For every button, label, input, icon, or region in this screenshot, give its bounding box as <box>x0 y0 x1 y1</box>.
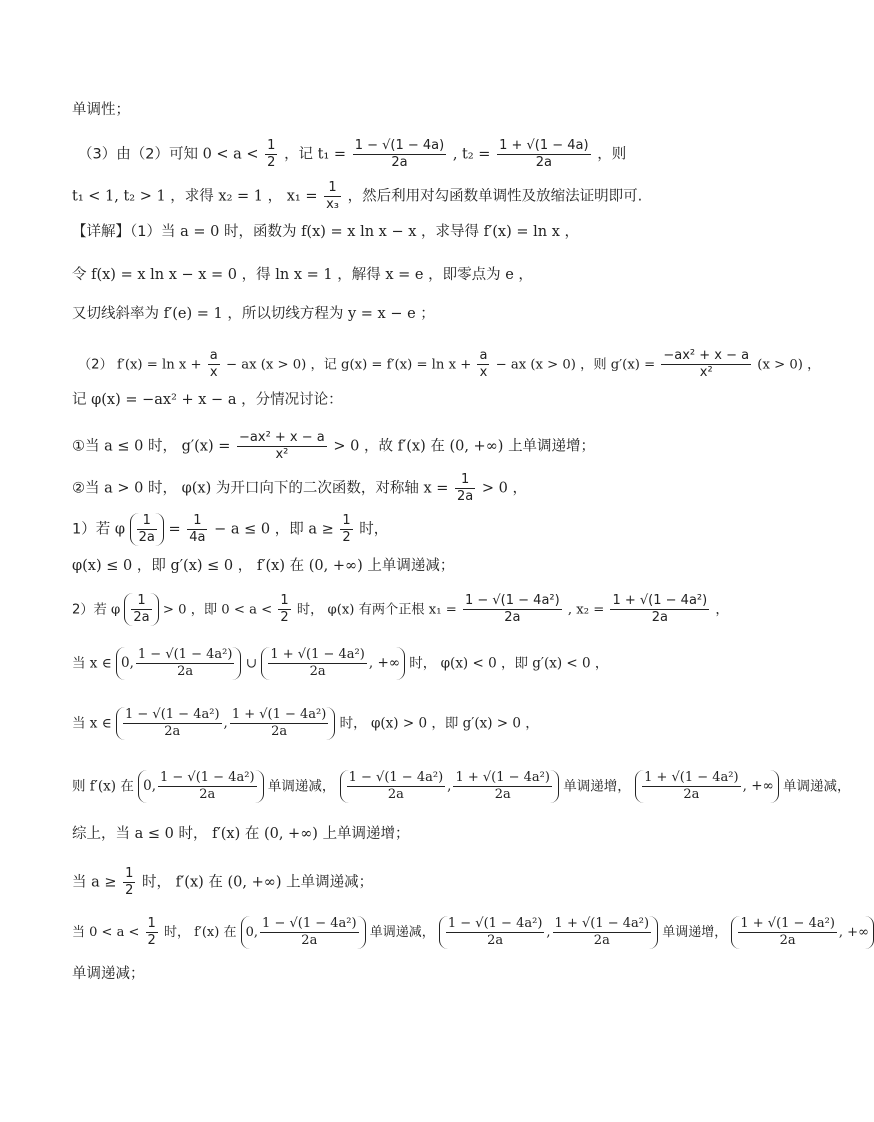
math-inline: > 0 <box>333 438 360 455</box>
numerator: 1 <box>187 513 207 530</box>
text-segment: 单调递增， <box>563 778 631 795</box>
denominator: 2a <box>487 933 504 948</box>
text-segment: 当 <box>72 715 86 732</box>
numerator: 1 + √(1 − 4a²) <box>740 916 835 931</box>
text-segment: ，得 <box>241 267 271 283</box>
text-segment: ， <box>715 602 729 618</box>
text-segment: ， <box>518 267 533 283</box>
numerator: 1 <box>455 472 475 489</box>
math-inline: x₂ = 1 <box>218 188 263 205</box>
text-line <box>72 964 145 984</box>
text-segment: 时， <box>163 925 190 940</box>
text-line <box>72 513 388 546</box>
denominator: 2a <box>683 787 700 802</box>
text-segment: 时， <box>409 655 437 672</box>
fraction <box>453 770 552 803</box>
denominator: 2a <box>779 933 796 948</box>
text-segment: （3）由（2）可知 <box>78 146 198 163</box>
text-segment: ，所以切线方程为 <box>227 306 344 322</box>
denominator: 2a <box>309 664 326 679</box>
fraction <box>268 647 367 680</box>
numerator: 1 + √(1 − 4a) <box>499 138 589 153</box>
text-segment: ，则 <box>580 357 607 373</box>
numerator: 1 <box>131 593 151 610</box>
text-segment: 时， <box>147 480 177 497</box>
math-inline: g′(x) < 0 <box>532 655 591 672</box>
fraction <box>347 770 446 803</box>
math-inline: 0 < a < <box>89 925 140 940</box>
math-inline: 0, <box>245 925 259 940</box>
numerator: 1 + √(1 − 4a²) <box>270 647 365 662</box>
text-line <box>72 916 874 949</box>
text-line <box>72 824 410 844</box>
text-segment: 当 <box>72 925 86 940</box>
text-line <box>72 100 130 120</box>
text-segment: ，记 <box>284 146 314 163</box>
math-inline: a > 0 <box>104 480 144 497</box>
text-segment: 单调递减， <box>783 778 851 795</box>
numerator: 1 − √(1 − 4a²) <box>160 770 255 785</box>
fraction <box>610 593 709 626</box>
math-inline: , +∞ <box>368 655 400 671</box>
denominator: 2 <box>125 883 134 898</box>
union-symbol: ∪ <box>245 655 258 672</box>
fraction <box>278 593 290 626</box>
math-inline: , t₂ = <box>452 146 491 163</box>
math-inline: g′(x) > 0 <box>462 715 521 732</box>
numerator: 1 − √(1 − 4a²) <box>125 707 220 722</box>
text-line <box>78 138 626 171</box>
denominator: 2a <box>138 530 155 545</box>
text-segment: 在 <box>223 925 237 940</box>
math-inline: φ(x) <box>181 480 212 497</box>
math-inline: − ax (x > 0) <box>495 357 576 373</box>
math-inline: > 0 <box>481 480 508 497</box>
fraction <box>158 770 257 803</box>
text-segment: ，然后利用对勾函数单调性及放缩法证明即可. <box>347 188 643 205</box>
numerator: 1 <box>137 513 157 530</box>
numerator: 1 + √(1 − 4a²) <box>612 593 708 608</box>
numerator: 1 + √(1 − 4a²) <box>554 916 650 931</box>
fraction <box>497 138 591 171</box>
math-inline: g′(x) ≤ 0 <box>170 558 234 574</box>
text-segment: 单调递增， <box>662 925 728 940</box>
text-segment: ，记 <box>310 357 337 373</box>
text-segment: 时， <box>296 602 324 618</box>
text-segment: ，即 <box>136 558 166 574</box>
math-inline: , <box>223 715 228 731</box>
math-inline: f′(x) <box>175 874 204 891</box>
fraction <box>340 513 352 546</box>
numerator: 1 + √(1 − 4a²) <box>455 770 550 785</box>
math-inline: x = e <box>385 267 424 283</box>
text-segment: ，即 <box>431 715 459 732</box>
text-segment: ， <box>807 357 821 373</box>
text-segment: 则 <box>72 778 86 795</box>
math-inline: x ∈ <box>89 655 112 672</box>
math-inline: − ax (x > 0) <box>225 357 307 373</box>
math-inline: 0, <box>121 655 134 671</box>
fraction <box>265 138 277 171</box>
fraction <box>260 916 359 949</box>
math-inline: , +∞ <box>742 778 774 794</box>
numerator: 1 − √(1 − 4a²) <box>464 593 560 608</box>
interval <box>241 916 366 949</box>
text-segment: ，求得 <box>170 188 214 205</box>
text-line <box>72 265 533 285</box>
text-line <box>72 556 454 576</box>
fraction <box>123 866 135 899</box>
math-inline: f′(x) <box>256 558 286 574</box>
fraction <box>136 647 235 680</box>
math-inline: , <box>447 778 452 794</box>
interval <box>138 770 263 803</box>
text-segment: ，解得 <box>337 267 381 283</box>
denominator: 2 <box>280 610 289 625</box>
text-segment: ，即 <box>274 521 304 538</box>
text-segment: ， <box>267 188 283 205</box>
math-inline: φ(x) <box>327 602 355 618</box>
math-inline: y = x − e <box>347 306 416 322</box>
text-line <box>72 647 608 680</box>
math-inline: f′(x) = ln x + <box>116 357 202 373</box>
text-segment: 在 <box>289 558 305 574</box>
fraction <box>131 593 151 626</box>
text-segment: ，即 <box>190 602 218 618</box>
math-inline: − a ≤ 0 <box>214 521 271 538</box>
text-segment: 上单调递减； <box>286 874 374 891</box>
text-segment: 时， <box>339 715 367 732</box>
text-line <box>72 430 595 463</box>
interval <box>116 647 241 680</box>
math-inline: e <box>505 267 514 283</box>
math-inline: t₁ = <box>317 146 347 163</box>
numerator: 1 <box>324 180 341 197</box>
denominator: 2a <box>177 664 194 679</box>
numerator: 1 <box>147 916 156 931</box>
text-segment: 记 <box>72 392 87 408</box>
math-inline: φ <box>114 521 125 538</box>
denominator: 2a <box>133 610 150 625</box>
math-inline: f′(x) <box>89 778 117 795</box>
math-inline: ln x = 1 <box>275 267 333 283</box>
math-inline: x ∈ <box>89 715 112 732</box>
fraction <box>477 348 489 381</box>
denominator: 2a <box>494 787 511 802</box>
text-segment: 单调递减； <box>72 966 145 982</box>
numerator: 1 − √(1 − 4a²) <box>447 916 543 931</box>
math-inline: (0, +∞) <box>227 874 282 891</box>
fraction <box>146 916 158 949</box>
text-segment: ， <box>564 224 579 240</box>
text-line <box>72 866 373 899</box>
text-line <box>72 390 343 410</box>
math-inline: φ(x) = −ax² + x − a <box>91 392 237 408</box>
text-segment: 当 <box>72 655 86 672</box>
denominator: 2a <box>457 489 474 504</box>
math-inline: f′(x) = ln x <box>483 224 560 240</box>
text-segment: ②当 <box>72 480 100 497</box>
text-segment: 又切线斜率为 <box>72 306 159 322</box>
text-segment: 为开口向下的二次函数，对称轴 <box>215 480 419 497</box>
text-segment: ①当 <box>72 438 100 455</box>
math-inline: a ≤ 0 <box>134 826 174 842</box>
text-line <box>72 180 642 213</box>
interval <box>340 770 559 803</box>
text-segment: 有两个正根 <box>358 602 425 618</box>
interval <box>261 647 405 680</box>
denominator: 2 <box>147 933 156 948</box>
numerator: 1 − √(1 − 4a²) <box>137 647 233 662</box>
math-inline: f(x) = x ln x − x <box>301 224 417 240</box>
interval <box>731 916 874 949</box>
denominator: 2a <box>593 933 610 948</box>
math-inline: f′(e) = 1 <box>163 306 223 322</box>
math-inline: φ(x) < 0 <box>440 655 497 672</box>
fraction <box>123 707 222 740</box>
text-segment: 上单调递减； <box>367 558 455 574</box>
denominator: x₃ <box>326 197 339 212</box>
text-segment: ，即 <box>500 655 528 672</box>
fraction <box>237 430 327 463</box>
numerator: 1 − √(1 − 4a) <box>354 138 445 153</box>
text-segment: 单调递减， <box>267 778 336 795</box>
text-line <box>72 707 539 740</box>
fraction <box>230 707 329 740</box>
text-segment: ，故 <box>363 438 393 455</box>
text-segment: 上单调递增； <box>508 438 596 455</box>
math-inline: (0, +∞) <box>449 438 504 455</box>
text-segment: 在 <box>120 778 134 795</box>
text-segment: ， <box>512 480 527 497</box>
interval <box>635 770 779 803</box>
numerator: a <box>209 348 218 363</box>
math-inline: a ≤ 0 <box>104 438 144 455</box>
denominator: 2a <box>504 610 521 625</box>
text-segment: 单调性； <box>72 102 130 118</box>
text-segment: 时， <box>147 438 177 455</box>
denominator: 2a <box>271 724 288 739</box>
numerator: −ax² + x − a <box>663 348 750 363</box>
math-inline: φ(x) > 0 <box>370 715 428 732</box>
math-inline: g(x) = f′(x) = ln x + <box>341 357 472 373</box>
fraction <box>553 916 652 949</box>
denominator: 2 <box>267 155 276 170</box>
math-inline: x = <box>423 480 449 497</box>
text-segment: ，分情况讨论： <box>241 392 343 408</box>
math-inline: (0, +∞) <box>263 826 318 842</box>
text-segment: 时， <box>359 521 389 538</box>
text-segment: 当 <box>72 874 87 891</box>
text-segment: ，则 <box>597 146 627 163</box>
fraction <box>446 916 545 949</box>
text-segment: 在 <box>208 874 223 891</box>
fraction <box>187 513 207 546</box>
text-line <box>72 304 435 324</box>
text-segment: 时， <box>142 874 172 891</box>
math-inline: g′(x) = <box>181 438 231 455</box>
math-inline: t₁ < 1, t₂ > 1 <box>72 188 166 205</box>
denominator: 2 <box>342 530 351 545</box>
text-segment: 【详解】（1）当 <box>72 224 176 240</box>
math-inline: (x > 0) <box>757 357 803 373</box>
text-segment: ，即零点为 <box>428 267 501 283</box>
denominator: x² <box>699 365 713 380</box>
text-segment: ， <box>525 715 539 732</box>
numerator: 1 <box>267 138 276 153</box>
math-inline: f′(x) <box>212 826 241 842</box>
math-inline: f′(x) <box>194 925 220 940</box>
text-line <box>72 770 851 803</box>
text-segment: 单调递减， <box>369 925 435 940</box>
text-segment: 在 <box>430 438 445 455</box>
math-inline: , <box>546 925 551 940</box>
text-segment: 1）若 <box>72 521 111 538</box>
text-line <box>72 222 579 242</box>
numerator: 1 <box>280 593 289 608</box>
text-line <box>78 348 820 381</box>
text-segment: ； <box>420 306 435 322</box>
math-inline: (0, +∞) <box>308 558 363 574</box>
numerator: 1 <box>125 866 134 881</box>
denominator: 2a <box>535 155 552 170</box>
denominator: x <box>209 365 218 380</box>
math-inline: 0, <box>143 778 156 794</box>
numerator: 1 − √(1 − 4a²) <box>348 770 444 785</box>
paren-group <box>130 513 164 546</box>
text-segment: 在 <box>244 826 260 842</box>
denominator: 2a <box>301 933 318 948</box>
math-inline: x₁ = <box>286 188 318 205</box>
math-inline: a = 0 <box>180 224 220 240</box>
fraction <box>137 513 157 546</box>
denominator: 2a <box>391 155 408 170</box>
fraction <box>208 348 220 381</box>
numerator: −ax² + x − a <box>239 430 325 445</box>
numerator: 1 − √(1 − 4a²) <box>262 916 357 931</box>
text-segment: 2）若 <box>72 602 107 618</box>
interval <box>116 707 335 740</box>
denominator: x <box>479 365 488 380</box>
math-inline: , +∞ <box>838 925 869 940</box>
text-line <box>72 472 527 505</box>
denominator: 4a <box>189 530 206 545</box>
text-segment: 时， <box>178 826 208 842</box>
math-inline: > 0 <box>162 602 187 618</box>
fraction <box>642 770 741 803</box>
numerator: 1 <box>342 513 351 528</box>
fraction <box>661 348 751 381</box>
math-inline: = <box>168 521 181 538</box>
denominator: 2a <box>199 787 216 802</box>
numerator: 1 + √(1 − 4a²) <box>644 770 739 785</box>
denominator: 2a <box>387 787 404 802</box>
text-segment: ， <box>237 558 253 574</box>
numerator: a <box>479 348 488 363</box>
text-line <box>72 593 729 626</box>
fraction <box>455 472 475 505</box>
math-inline: φ <box>110 602 121 618</box>
denominator: 2a <box>651 610 668 625</box>
denominator: x² <box>275 447 289 462</box>
math-inline: x₁ = <box>428 602 457 618</box>
math-inline: g′(x) = <box>610 357 656 373</box>
math-inline: f(x) = x ln x − x = 0 <box>91 267 238 283</box>
math-inline: a ≥ <box>308 521 334 538</box>
text-segment: ，求导得 <box>421 224 479 240</box>
text-segment: ， <box>594 655 609 672</box>
text-segment: 综上，当 <box>72 826 130 842</box>
math-inline: 0 < a < <box>202 146 259 163</box>
fraction <box>353 138 447 171</box>
math-inline: a ≥ <box>91 874 117 891</box>
denominator: 2a <box>164 724 181 739</box>
math-inline: φ(x) ≤ 0 <box>72 558 133 574</box>
math-inline: , x₂ = <box>567 602 605 618</box>
text-segment: 令 <box>72 267 87 283</box>
text-segment: 时，函数为 <box>223 224 297 240</box>
interval <box>439 916 658 949</box>
numerator: 1 + √(1 − 4a²) <box>231 707 327 722</box>
fraction <box>463 593 562 626</box>
fraction <box>324 180 341 213</box>
math-inline: f′(x) <box>397 438 426 455</box>
text-segment: 上单调递增； <box>322 826 410 842</box>
paren-group <box>124 593 158 626</box>
text-segment: （2） <box>78 357 113 373</box>
math-inline: 0 < a < <box>221 602 273 618</box>
fraction <box>738 916 837 949</box>
